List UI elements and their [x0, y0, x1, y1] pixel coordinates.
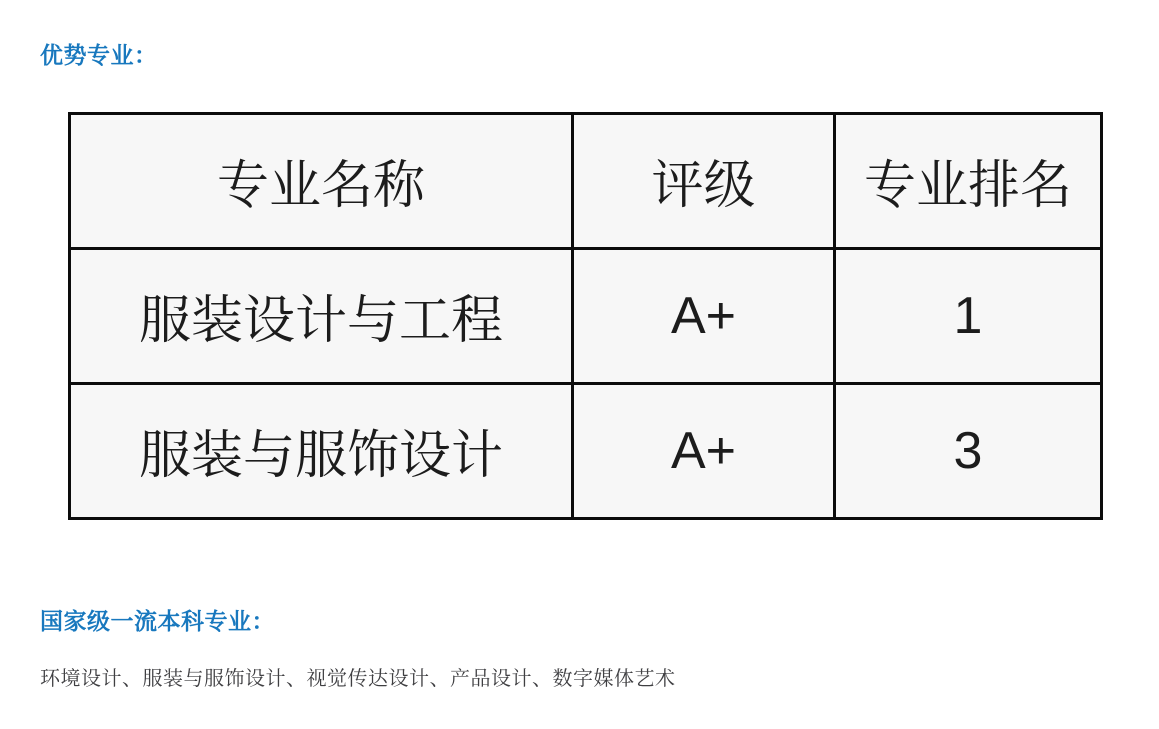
national-majors-list: 环境设计、服装与服饰设计、视觉传达设计、产品设计、数字媒体艺术: [40, 668, 676, 691]
cell-row1-rank: 1: [835, 248, 1102, 383]
cell-row2-rank: 3: [835, 383, 1102, 518]
advantage-majors-table: [68, 112, 1103, 520]
table-row: [70, 248, 1102, 383]
cell-row2-major: 服装与服饰设计: [70, 383, 573, 518]
header-cell-rating: 评级: [573, 113, 835, 248]
table-row: [70, 383, 1102, 518]
advantage-majors-heading: 优势专业：: [40, 42, 158, 68]
cell-row2-rating: A+: [573, 383, 835, 518]
national-first-class-heading: 国家级一流本科专业：: [40, 607, 275, 634]
table-header-row: [70, 113, 1102, 248]
header-cell-rank: 专业排名: [835, 113, 1102, 248]
cell-row1-major: 服装设计与工程: [70, 248, 573, 383]
header-cell-major-name: 专业名称: [70, 113, 573, 248]
cell-row1-rating: A+: [573, 248, 835, 383]
